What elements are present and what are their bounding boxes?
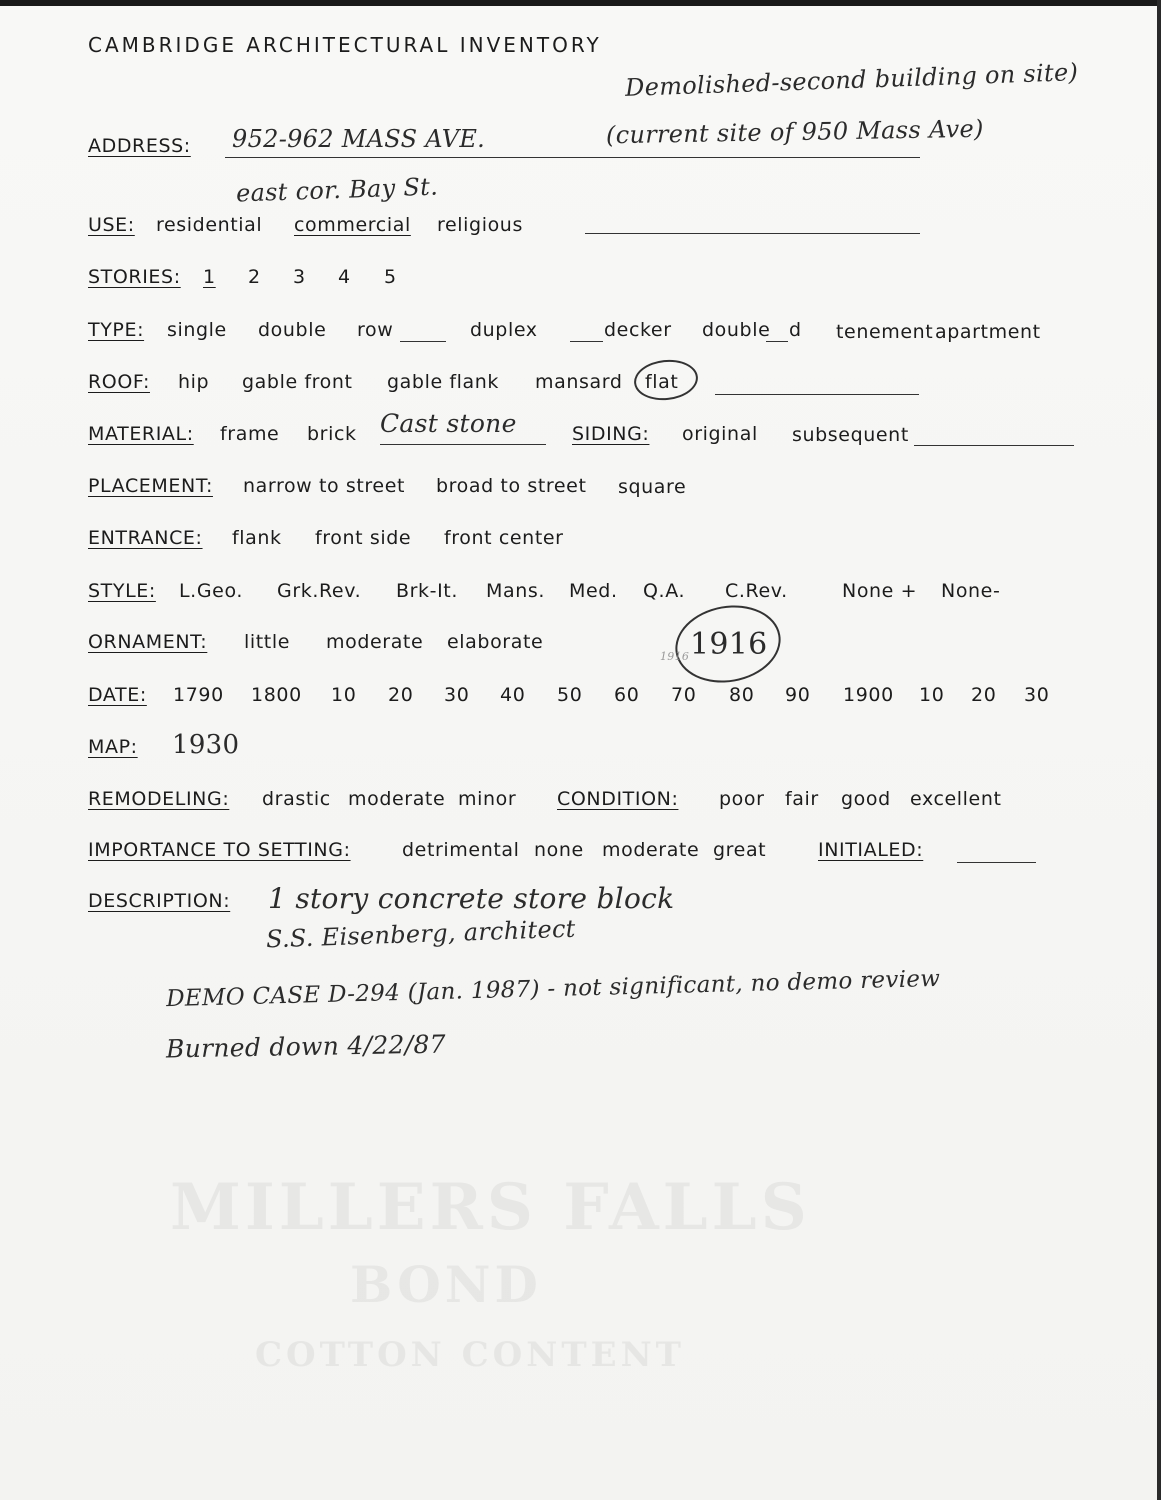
type-duplex: duplex bbox=[470, 319, 538, 341]
style-none-plus: None + bbox=[842, 580, 918, 602]
date-40: 40 bbox=[500, 684, 526, 706]
type-decker: decker bbox=[604, 319, 672, 341]
importance-great: great bbox=[713, 839, 767, 861]
condition-good: good bbox=[841, 788, 891, 810]
address-value: 952-962 MASS AVE. bbox=[232, 125, 486, 153]
placement-label: PLACEMENT: bbox=[88, 475, 213, 497]
roof-flat-circle bbox=[632, 357, 700, 403]
material-other-rule bbox=[380, 444, 546, 445]
type-d: d bbox=[789, 319, 802, 341]
type-double-decker: double bbox=[702, 319, 771, 341]
roof-hip: hip bbox=[178, 371, 210, 393]
stories-4: 4 bbox=[338, 266, 351, 288]
demo-case-note: DEMO CASE D-294 (Jan. 1987) - not significant, no demo review bbox=[165, 965, 941, 1013]
form-title: CAMBRIDGE ARCHITECTURAL INVENTORY bbox=[88, 33, 602, 57]
map-label: MAP: bbox=[88, 736, 138, 758]
date-margin-note: 1916 bbox=[660, 650, 690, 663]
address-rule bbox=[225, 157, 920, 158]
burned-down-note: Burned down 4/22/87 bbox=[165, 1029, 447, 1064]
use-residential: residential bbox=[156, 214, 263, 236]
date-1790: 1790 bbox=[173, 684, 224, 706]
ornament-moderate: moderate bbox=[326, 631, 424, 653]
style-none-minus: None- bbox=[941, 580, 1001, 602]
type-tenement: tenement bbox=[836, 321, 934, 343]
condition-label: CONDITION: bbox=[557, 788, 679, 810]
date-90: 90 bbox=[785, 684, 811, 706]
date-1920: 20 bbox=[971, 684, 997, 706]
roof-mansard: mansard bbox=[535, 371, 623, 393]
importance-detrimental: detrimental bbox=[402, 839, 520, 861]
date-10: 10 bbox=[331, 684, 357, 706]
description-label: DESCRIPTION: bbox=[88, 890, 231, 912]
description-line1: 1 story concrete store block bbox=[268, 882, 675, 915]
date-70: 70 bbox=[671, 684, 697, 706]
remodeling-minor: minor bbox=[458, 788, 517, 810]
type-double-decker-rule bbox=[766, 341, 788, 342]
roof-gable-front: gable front bbox=[242, 371, 353, 393]
type-label: TYPE: bbox=[88, 319, 145, 341]
date-value: 1916 bbox=[690, 627, 768, 662]
date-60: 60 bbox=[614, 684, 640, 706]
remodeling-drastic: drastic bbox=[262, 788, 331, 810]
siding-label: SIDING: bbox=[572, 423, 650, 445]
style-label: STYLE: bbox=[88, 580, 156, 602]
placement-square: square bbox=[618, 476, 687, 498]
date-label: DATE: bbox=[88, 684, 147, 706]
watermark-line2: BOND bbox=[350, 1255, 542, 1314]
stories-1: 1 bbox=[203, 266, 216, 288]
style-qa: Q.A. bbox=[643, 580, 686, 602]
date-20: 20 bbox=[388, 684, 414, 706]
date-1900: 1900 bbox=[843, 684, 894, 706]
importance-none: none bbox=[534, 839, 584, 861]
style-lgeo: L.Geo. bbox=[179, 580, 243, 602]
initialed-rule bbox=[957, 862, 1036, 863]
demolished-note: Demolished-second building on site) bbox=[624, 58, 1079, 102]
ornament-label: ORNAMENT: bbox=[88, 631, 208, 653]
type-decker-rule bbox=[570, 341, 603, 342]
style-grkrev: Grk.Rev. bbox=[277, 580, 362, 602]
date-1910: 10 bbox=[919, 684, 945, 706]
scan-edge-top bbox=[0, 0, 1161, 6]
use-label: USE: bbox=[88, 214, 135, 236]
date-80: 80 bbox=[729, 684, 755, 706]
material-brick: brick bbox=[307, 423, 357, 445]
remodeling-label: REMODELING: bbox=[88, 788, 230, 810]
use-religious: religious bbox=[437, 214, 523, 236]
type-single: single bbox=[167, 319, 227, 341]
ornament-elaborate: elaborate bbox=[447, 631, 544, 653]
style-brkit: Brk-It. bbox=[396, 580, 458, 602]
remodeling-moderate: moderate bbox=[348, 788, 446, 810]
placement-narrow: narrow to street bbox=[243, 475, 406, 497]
style-mans: Mans. bbox=[486, 580, 546, 602]
placement-broad: broad to street bbox=[436, 475, 587, 497]
watermark-line3: COTTON CONTENT bbox=[255, 1335, 685, 1375]
ornament-little: little bbox=[244, 631, 291, 653]
siding-other-rule bbox=[914, 445, 1074, 446]
material-frame: frame bbox=[220, 423, 280, 445]
stories-3: 3 bbox=[293, 266, 306, 288]
date-1930: 30 bbox=[1024, 684, 1050, 706]
watermark-line1: MILLERS FALLS bbox=[170, 1170, 811, 1245]
stories-5: 5 bbox=[384, 266, 397, 288]
address-label: ADDRESS: bbox=[88, 135, 191, 157]
entrance-front-center: front center bbox=[444, 527, 564, 549]
entrance-label: ENTRANCE: bbox=[88, 527, 203, 549]
date-50: 50 bbox=[557, 684, 583, 706]
address-cross-street: east cor. Bay St. bbox=[235, 172, 439, 208]
material-label: MATERIAL: bbox=[88, 423, 194, 445]
roof-other-rule bbox=[715, 394, 919, 395]
stories-2: 2 bbox=[248, 266, 261, 288]
condition-poor: poor bbox=[719, 788, 765, 810]
condition-excellent: excellent bbox=[910, 788, 1002, 810]
entrance-flank: flank bbox=[232, 527, 282, 549]
current-site-note: (current site of 950 Mass Ave) bbox=[605, 114, 984, 150]
siding-subsequent: subsequent bbox=[792, 424, 909, 446]
siding-original: original bbox=[682, 423, 758, 445]
type-apartment: apartment bbox=[935, 321, 1041, 343]
date-30: 30 bbox=[444, 684, 470, 706]
roof-label: ROOF: bbox=[88, 371, 150, 393]
description-line2: S.S. Eisenberg, architect bbox=[265, 914, 577, 954]
type-double: double bbox=[258, 319, 327, 341]
use-other-rule bbox=[585, 233, 920, 234]
entrance-front-side: front side bbox=[315, 527, 412, 549]
initialed-label: INITIALED: bbox=[818, 839, 924, 861]
use-commercial: commercial bbox=[294, 214, 411, 236]
type-row-rule bbox=[400, 341, 446, 342]
importance-label: IMPORTANCE TO SETTING: bbox=[88, 839, 351, 861]
roof-flat: flat bbox=[645, 371, 679, 393]
date-1800: 1800 bbox=[251, 684, 302, 706]
style-med: Med. bbox=[569, 580, 618, 602]
style-crev: C.Rev. bbox=[725, 580, 788, 602]
roof-gable-flank: gable flank bbox=[387, 371, 500, 393]
map-value: 1930 bbox=[172, 730, 240, 760]
material-value: Cast stone bbox=[380, 409, 517, 438]
stories-label: STORIES: bbox=[88, 266, 181, 288]
importance-moderate: moderate bbox=[602, 839, 700, 861]
condition-fair: fair bbox=[785, 788, 819, 810]
scan-edge-right bbox=[1157, 0, 1161, 1500]
type-row: row bbox=[357, 319, 394, 341]
